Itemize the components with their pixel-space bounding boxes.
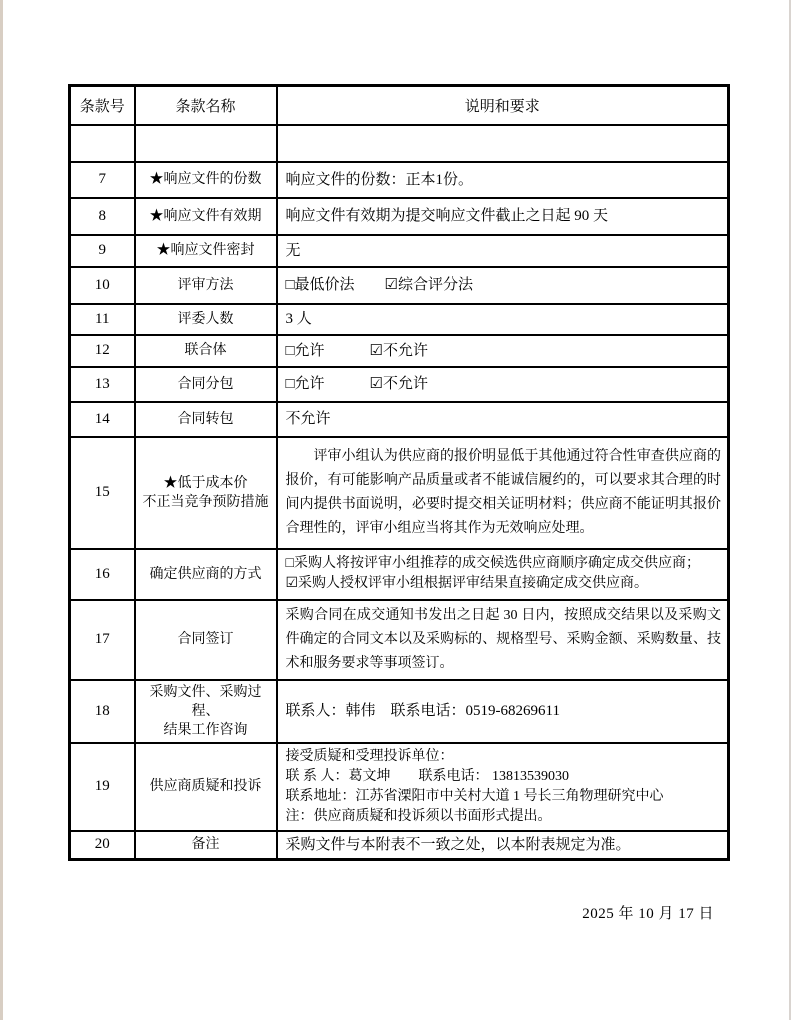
clause-name-cell <box>135 162 277 198</box>
clause-desc-cell <box>277 831 729 860</box>
table-row <box>70 367 729 402</box>
clause-name-cell <box>135 402 277 437</box>
clause-no-cell: 16 <box>70 549 135 600</box>
table-row <box>70 335 729 367</box>
table-row <box>70 600 729 680</box>
clause-name-line: 合同分包 <box>177 376 234 392</box>
clause-desc-line: 不允许 <box>285 411 331 427</box>
clause-name-cell <box>135 831 277 860</box>
clause-desc-line: □允许 ☑不允许 <box>285 342 429 359</box>
clause-desc-line: 接受质疑和受理投诉单位： <box>285 748 454 764</box>
clause-desc-line: □允许 ☑不允许 <box>285 376 429 392</box>
header-clause-name: 条款名称 <box>135 86 277 125</box>
clause-name-line: ★低于成本价 <box>163 475 248 491</box>
clause-name-cell <box>135 335 277 367</box>
clause-no-cell: 18 <box>70 680 135 743</box>
clause-desc-line: □采购人将按评审小组推荐的成交候选供应商顺序确定成交供应商； <box>285 556 700 571</box>
clause-no-cell: 8 <box>70 198 135 235</box>
clause-desc-line: 注：供应商质疑和投诉须以书面形式提出。 <box>285 808 552 824</box>
clause-desc-line: 无 <box>285 242 301 259</box>
clause-name-line: 确定供应商的方式 <box>149 566 262 582</box>
table-row <box>70 125 729 162</box>
document-date: 2025 年 10 月 17 日 <box>582 906 714 922</box>
clause-desc-line: ☑采购人授权评审小组根据评审结果直接确定成交供应商。 <box>285 576 649 591</box>
clause-name-cell <box>135 680 277 743</box>
clause-no-cell: 20 <box>70 831 135 860</box>
clause-desc-cell <box>277 402 729 437</box>
table-row <box>70 680 729 743</box>
clause-name-cell <box>135 198 277 235</box>
clause-desc-cell <box>277 600 729 680</box>
clause-desc-cell <box>277 304 729 335</box>
header-row <box>70 86 729 125</box>
clause-name-cell <box>135 743 277 831</box>
table-row <box>70 743 729 831</box>
clause-name-cell <box>135 437 277 549</box>
clause-name-line: 合同签订 <box>177 632 234 647</box>
clause-desc-cell <box>277 125 729 162</box>
clause-desc-line: 联系地址：江苏省溧阳市中关村大道 1 号长三角物理研究中心 <box>285 788 664 804</box>
clause-name-line: 评审方法 <box>177 277 234 293</box>
clause-desc-cell <box>277 680 729 743</box>
clause-desc-line: 联 系 人：葛文坤 联系电话： 13813539030 <box>285 768 569 784</box>
table-row <box>70 235 729 267</box>
clause-no-cell: 12 <box>70 335 135 367</box>
header-description: 说明和要求 <box>277 86 729 125</box>
clause-name-line: 结果工作咨询 <box>163 722 248 738</box>
clause-desc-cell <box>277 198 729 235</box>
clause-name-line: 供应商质疑和投诉 <box>149 779 262 794</box>
clause-name-line: ★响应文件有效期 <box>149 208 262 224</box>
table-row <box>70 304 729 335</box>
clause-name-line: 联合体 <box>184 343 227 358</box>
clause-name-cell <box>135 367 277 402</box>
clause-no-cell: 9 <box>70 235 135 267</box>
clause-desc-cell <box>277 437 729 549</box>
clause-desc-line: 响应文件的份数：正本1份。 <box>285 171 474 188</box>
clause-name-cell <box>135 235 277 267</box>
clause-desc-line: 3 人 <box>285 311 312 327</box>
clause-desc-cell <box>277 367 729 402</box>
clause-desc-line: 采购文件与本附表不一致之处，以本附表规定为准。 <box>285 836 631 853</box>
clause-desc-line: 联系人：韩伟 联系电话：0519-68269611 <box>285 703 560 719</box>
clause-desc-cell <box>277 335 729 367</box>
clause-no-cell: 11 <box>70 304 135 335</box>
clause-name-line: 评委人数 <box>177 311 234 327</box>
clause-no-cell: 10 <box>70 267 135 304</box>
clause-desc-cell <box>277 235 729 267</box>
table-row <box>70 162 729 198</box>
clause-no-cell: 14 <box>70 402 135 437</box>
clause-no-cell: 7 <box>70 162 135 198</box>
clause-name-cell <box>135 304 277 335</box>
table-row <box>70 402 729 437</box>
table-row <box>70 831 729 860</box>
clause-name-cell <box>135 549 277 600</box>
clause-desc-paragraph: 采购合同在成交通知书发出之日起 30 日内，按照成交结果以及采购文件确定的合同文本以及采购标的、规格型号、采购金额、采购数量、技术和服务要求等事项签订。 <box>285 607 721 671</box>
table-row <box>70 437 729 549</box>
clause-no-cell: 17 <box>70 600 135 680</box>
clause-desc-cell <box>277 267 729 304</box>
clause-name-line: ★响应文件的份数 <box>149 172 262 187</box>
page-right-edge <box>789 0 791 1020</box>
clause-desc-paragraph: 评审小组认为供应商的报价明显低于其他通过符合性审查供应商的报价，有可能影响产品质量或者不能诚信履约的，可以要求其合理的时间内提供书面说明，必要时提交相关证明材料；供应商不能证明其报价合理性的，评审小组应当将其作为无效响应处理。 <box>285 448 721 536</box>
clause-no-cell: 13 <box>70 367 135 402</box>
clause-name-line: 不正当竞争预防措施 <box>142 494 269 510</box>
table-row <box>70 198 729 235</box>
clause-desc-cell <box>277 549 729 600</box>
table-row <box>70 267 729 304</box>
table-row <box>70 549 729 600</box>
clause-name-cell <box>135 600 277 680</box>
clause-name-line: 采购文件、采购过程、 <box>149 684 262 719</box>
clause-desc-line: □最低价法 ☑综合评分法 <box>285 277 474 293</box>
clause-name-cell <box>135 267 277 304</box>
header-clause-no: 条款号 <box>70 86 135 125</box>
clause-name-line: 合同转包 <box>177 411 234 427</box>
clause-no-cell: 15 <box>70 437 135 549</box>
clause-desc-cell <box>277 743 729 831</box>
clause-desc-line: 响应文件有效期为提交响应文件截止之日起 90 天 <box>285 208 609 224</box>
clause-desc-cell <box>277 162 729 198</box>
clauses-table <box>68 84 730 861</box>
clause-no-cell: 19 <box>70 743 135 831</box>
clause-no-cell <box>70 125 135 162</box>
clause-name-cell <box>135 125 277 162</box>
page-left-edge <box>0 0 3 1020</box>
clause-name-line: 备注 <box>191 837 220 852</box>
clause-name-line: ★响应文件密封 <box>156 243 255 258</box>
